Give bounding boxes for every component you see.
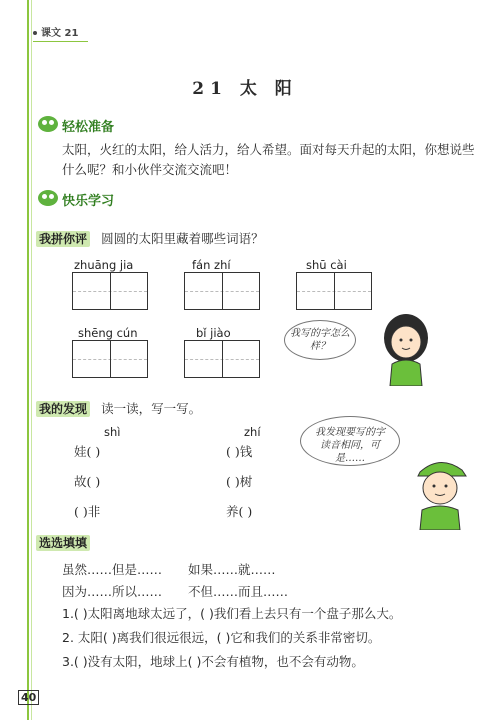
thought-bubble-2: 我发现要写的字读音相同，可是…… (300, 416, 400, 466)
word-right-2: ( )树 (226, 474, 253, 489)
frog-icon (38, 116, 58, 132)
task2-row (36, 398, 201, 417)
left-margin-bar-light (31, 0, 32, 720)
option-2: 如果……就…… (188, 562, 276, 577)
page-number: 40 (18, 690, 39, 705)
word-left-2: 故( ) (74, 474, 101, 489)
frog-icon-2 (38, 190, 58, 206)
writing-box-2[interactable] (184, 272, 260, 310)
pinyin-1: zhuāng jia (74, 258, 134, 272)
writing-box-1[interactable] (72, 272, 148, 310)
option-1: 虽然……但是…… (62, 562, 163, 577)
pinyin-2: fán zhí (192, 258, 231, 272)
option-3: 因为……所以…… (62, 584, 163, 599)
task2-label: 我的发现 (36, 401, 90, 417)
writing-box-3[interactable] (296, 272, 372, 310)
pinyin-4: shēng cún (78, 326, 138, 340)
task1-label: 我拼你评 (36, 231, 90, 247)
pinyin-zhi: zhí (244, 425, 261, 439)
sentence-1: 1.( )太阳离地球太远了，( )我们看上去只有一个盘子那么大。 (62, 606, 402, 621)
word-left-1: 娃( ) (74, 444, 101, 459)
task1-prompt: 圆圆的太阳里藏着哪些词语？ (101, 231, 264, 246)
sentence-3: 3.( )没有太阳，地球上( )不会有植物，也不会有动物。 (62, 654, 364, 669)
bullet-icon (33, 31, 37, 35)
girl-illustration (376, 310, 436, 386)
section-title-learn: 快乐学习 (62, 194, 115, 209)
lesson-title: 21 太 阳 (192, 79, 298, 99)
sentence-2: 2. 太阳( )离我们很远很远，( )它和我们的关系非常密切。 (62, 630, 381, 645)
word-right-1: ( )钱 (226, 444, 253, 459)
task2-prompt: 读一读，写一写。 (101, 401, 202, 416)
pinyin-3: shū cài (306, 258, 347, 272)
task3-label: 选选填填 (36, 535, 90, 551)
header-underline (33, 41, 88, 42)
section-intro-text: 太阳，火红的太阳，给人活力，给人希望。面对每天升起的太阳，你想说些什么呢？和小伙伴交流交流吧！ (62, 142, 475, 177)
pinyin-shi: shì (104, 425, 121, 439)
section-title-prepare: 轻松准备 (62, 120, 115, 135)
word-right-3: 养( ) (226, 504, 253, 519)
option-4: 不但……而且…… (188, 584, 289, 599)
writing-box-5[interactable] (184, 340, 260, 378)
pinyin-5: bǐ jiào (196, 326, 231, 340)
writing-box-4[interactable] (72, 340, 148, 378)
left-margin-bar (27, 0, 29, 720)
word-left-3: ( )非 (74, 504, 101, 519)
boy-illustration (408, 452, 472, 530)
lesson-tab: 课文 21 (33, 24, 78, 39)
task1-row (36, 228, 264, 247)
thought-bubble-1: 我写的字怎么样？ (284, 320, 356, 360)
task3-row (36, 532, 90, 551)
